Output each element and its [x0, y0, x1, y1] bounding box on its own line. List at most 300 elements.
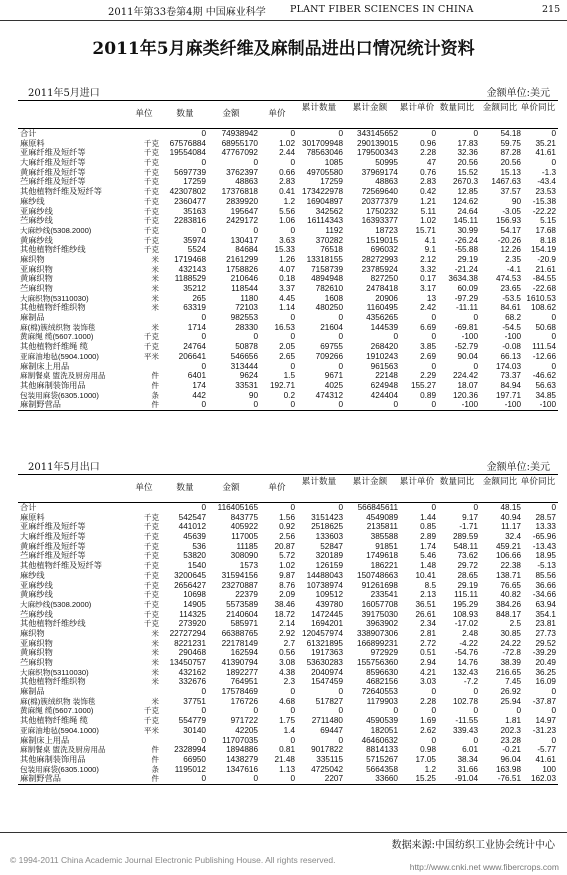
cell-累计单价: 1.74 [420, 541, 436, 551]
cell-金额同比: -4.1 [506, 264, 521, 274]
row-name: 其他植物纤维织物 [20, 303, 86, 313]
row-name: 其他植物纤维织物 [20, 677, 86, 687]
cell-金额: 9624 [239, 371, 258, 381]
cell-累计金额: 8596630 [366, 667, 398, 677]
cell-金额: 313444 [230, 361, 258, 371]
cell-累计单价: 0.17 [420, 274, 436, 284]
cell-数量同比: 132.43 [452, 667, 478, 677]
export-col-header-0: 单位 [135, 483, 153, 493]
cell-累计金额: 2135811 [366, 522, 398, 532]
cell-金额同比: 384.26 [495, 599, 521, 609]
cell-单价: 3.63 [279, 235, 295, 245]
row-unit: 件 [151, 754, 159, 764]
cell-单价同比: -5.77 [537, 745, 556, 755]
cell-累计数量: 13318155 [306, 254, 343, 264]
row-name: 包装用麻袋(6305.1000) [20, 390, 99, 400]
cell-数量同比: 18.07 [457, 380, 478, 390]
cell-单价同比: 50.68 [535, 322, 556, 332]
row-unit: 千克 [143, 225, 159, 235]
cell-数量: 5697739 [174, 167, 206, 177]
cell-累计金额: 39175030 [361, 609, 398, 619]
cell-金额: 0 [253, 774, 258, 784]
cell-金额: 1894886 [226, 745, 258, 755]
cell-数量: 536 [192, 541, 206, 551]
cell-单价同比: 17.68 [535, 225, 556, 235]
cell-累计金额: 186221 [370, 561, 398, 571]
journal-english-name: PLANT FIBER SCIENCES IN CHINA [290, 4, 474, 15]
cell-数量: 114325 [179, 609, 206, 619]
cell-数量: 1719468 [174, 254, 206, 264]
cell-金额同比: 1467.63 [491, 177, 521, 187]
cell-累计单价: 13 [426, 293, 436, 303]
cell-单价: 1.13 [279, 764, 295, 774]
cell-数量同比: 30.99 [457, 225, 478, 235]
cell-单价同比: 35.21 [535, 138, 556, 148]
cell-单价同比: 29.52 [535, 638, 556, 648]
table-row [18, 561, 558, 571]
cell-数量同比: 120.36 [452, 390, 478, 400]
cell-数量: 0 [201, 774, 206, 784]
cell-数量: 432143 [178, 264, 206, 274]
cell-累计数量: 17259 [320, 177, 343, 187]
cell-数量同比: 20.56 [457, 158, 478, 168]
cell-数量: 0 [201, 400, 206, 410]
cell-金额: 17376818 [221, 187, 258, 197]
cell-金额同比: 54.18 [500, 129, 521, 138]
cell-累计单价: 0.89 [420, 390, 436, 400]
export-col-header-8: 金额同比 [482, 477, 518, 487]
cell-单价同比: 0 [551, 735, 556, 745]
cell-单价同比: 0 [551, 332, 556, 342]
cell-金额同比: 73.37 [500, 371, 521, 381]
table-row [18, 629, 558, 639]
cell-单价: 0 [290, 129, 295, 138]
cell-金额: 5573589 [226, 599, 258, 609]
cell-数量同比: 0 [473, 129, 478, 138]
cell-金额同比: 20.56 [500, 158, 521, 168]
table-row [18, 255, 558, 265]
cell-金额同比: 2.5 [509, 619, 521, 629]
cell-数量同比: 3634.38 [448, 274, 478, 284]
cell-金额同比: -0.08 [502, 342, 521, 352]
cell-单价: 2.56 [279, 532, 295, 542]
row-unit: 米 [151, 677, 159, 687]
cell-单价: 0.56 [279, 648, 295, 658]
cell-数量: 42307802 [169, 187, 206, 197]
cell-数量同比: 124.62 [452, 196, 478, 206]
cell-单价: 2.7 [283, 638, 295, 648]
cell-金额同比: 0 [516, 706, 521, 716]
table-row [18, 303, 558, 313]
row-name: 亚麻纤维及短纤等 [20, 148, 86, 158]
cell-累计金额: 23785924 [361, 264, 398, 274]
row-unit: 条 [151, 390, 159, 400]
cell-累计数量: 173422978 [302, 187, 343, 197]
cell-数量同比: -17.02 [454, 619, 478, 629]
cell-单价: 1.02 [279, 561, 295, 571]
cell-累计数量: 1547459 [311, 677, 343, 687]
row-name: 苎麻纤维及短纤等 [20, 551, 86, 561]
cell-累计金额: 0 [393, 706, 398, 716]
cell-金额: 2140604 [226, 609, 258, 619]
row-name: 大麻织物(53110030) [20, 667, 89, 677]
cell-金额同比: 54.17 [500, 225, 521, 235]
cell-金额同比: 23.65 [500, 284, 521, 293]
cell-数量同比: -4.22 [459, 638, 478, 648]
row-name: 其他植物纤维绳 缆 [20, 716, 88, 726]
cell-金额同比: 22.38 [500, 561, 521, 571]
cell-累计数量: 0 [338, 313, 343, 323]
row-name: 黄麻纤维及短纤等 [20, 167, 86, 177]
cell-累计数量: 1917363 [311, 648, 343, 658]
data-source: 数据来源:中国纺织工业协会统计中心 [391, 840, 555, 851]
cell-金额: 47767092 [221, 148, 258, 158]
cell-单价同比: 111.54 [532, 342, 556, 352]
cell-单价: 0 [290, 361, 295, 371]
cell-累计单价: 2.89 [420, 532, 436, 542]
row-unit: 千克 [143, 512, 159, 522]
import-col-header-8: 金额同比 [482, 103, 518, 113]
row-name: 黄麻织物 [20, 274, 53, 284]
cell-累计金额: 1749618 [366, 551, 398, 561]
cell-金额: 74938942 [221, 129, 258, 138]
row-unit: 平米 [143, 351, 159, 361]
journal-issue: 2011年第33卷第4期 中国麻业科学 [108, 7, 266, 18]
cell-累计数量: 9671 [324, 371, 343, 381]
table-row [18, 187, 558, 197]
cell-单价同比: 0 [551, 706, 556, 716]
row-name: 麻织物 [20, 254, 45, 264]
row-name: 黄麻纱线 [20, 235, 53, 245]
cell-数量: 0 [201, 503, 206, 512]
row-name: 麻(棉)簇绒织物 装饰毯 [20, 696, 96, 706]
cell-金额: 130417 [230, 235, 258, 245]
cell-累计金额: 0 [393, 400, 398, 410]
cell-累计金额: 91261698 [361, 580, 398, 590]
cell-累计金额: 3963902 [366, 619, 398, 629]
cell-单价: 2.65 [279, 351, 295, 361]
import-col-header-7: 数量同比 [439, 103, 475, 113]
cell-累计数量: 14488043 [306, 570, 343, 580]
cell-金额: 764951 [230, 677, 258, 687]
cell-累计数量: 2040974 [311, 667, 343, 677]
table-row [18, 658, 558, 668]
row-name: 其他植物纤维纱线 [20, 245, 86, 255]
table-row [18, 697, 558, 707]
table-row [18, 639, 558, 649]
cell-累计金额: 72569640 [361, 187, 398, 197]
cell-累计数量: 2518625 [311, 522, 343, 532]
cell-累计单价: 9.1 [424, 245, 436, 255]
cell-金额同比: 15.13 [500, 167, 521, 177]
cell-金额同比: -100 [504, 332, 521, 342]
export-col-header-9: 单价同比 [520, 477, 556, 487]
row-name: 麻纱线 [20, 570, 45, 580]
cell-累计数量: 370282 [315, 235, 343, 245]
row-unit: 千克 [143, 619, 159, 629]
cell-数量: 1540 [187, 561, 206, 571]
cell-累计单价: 1.69 [420, 716, 436, 726]
row-unit: 千克 [143, 148, 159, 158]
cell-单价同比: 0 [551, 361, 556, 371]
cell-累计单价: 17.05 [415, 754, 436, 764]
cell-数量: 2328994 [174, 745, 206, 755]
row-name: 麻制野营品 [20, 774, 61, 784]
cell-累计单价: 2.28 [420, 148, 436, 158]
cell-数量同比: 60.09 [457, 284, 478, 293]
row-name: 苎麻纱线 [20, 216, 53, 226]
cell-数量同比: 115.11 [454, 590, 478, 600]
cell-累计数量: 1472445 [311, 609, 343, 619]
cell-累计数量: 320189 [315, 551, 343, 561]
cell-数量: 0 [201, 706, 206, 716]
cell-累计数量: 480250 [315, 303, 343, 313]
cell-单价同比: 18.95 [535, 551, 556, 561]
row-unit: 米 [151, 284, 159, 293]
table-row [18, 610, 558, 620]
cell-累计金额: 233541 [370, 590, 398, 600]
row-unit: 千克 [143, 599, 159, 609]
cell-单价同比: 21.61 [535, 264, 556, 274]
cell-累计金额: 4356265 [366, 313, 398, 323]
row-unit: 米 [151, 648, 159, 658]
cell-数量: 0 [201, 129, 206, 138]
cell-单价同比: -12.66 [532, 351, 556, 361]
cell-单价: 0 [290, 225, 295, 235]
cell-单价: 0 [290, 706, 295, 716]
cell-数量同比: 14.76 [457, 658, 478, 667]
cell-金额: 22379 [235, 590, 258, 600]
cell-累计数量: 76518 [320, 245, 343, 255]
import-unit-note: 金额单位:美元 [486, 88, 550, 99]
cell-累计数量: 1608 [324, 293, 343, 303]
cell-单价同比: 41.61 [535, 148, 556, 158]
cell-金额: 48863 [235, 177, 258, 187]
row-unit: 千克 [143, 206, 159, 216]
cell-数量同比: 195.29 [452, 599, 478, 609]
row-name: 亚麻纱线 [20, 206, 53, 216]
cell-累计单价: 15.71 [415, 225, 436, 235]
cell-单价: 4.38 [279, 667, 295, 677]
cell-累计单价: 5.46 [420, 551, 436, 561]
cell-累计单价: 0.51 [420, 648, 436, 658]
cell-累计金额: 385588 [370, 532, 398, 542]
cell-数量: 13450757 [169, 658, 206, 667]
cell-累计数量: 126159 [315, 561, 343, 571]
cell-单价: 1.2 [283, 196, 295, 206]
cell-单价同比: -22.68 [532, 284, 556, 293]
table-row [18, 139, 558, 149]
cell-累计金额: 1910243 [366, 351, 398, 361]
cell-累计金额: 155756360 [357, 658, 398, 667]
cell-累计金额: 338907306 [357, 628, 398, 638]
cell-金额: 0 [253, 225, 258, 235]
cell-金额同比: 37.57 [500, 187, 521, 197]
cell-累计金额: 1750232 [366, 206, 398, 216]
cell-累计数量: 120457974 [302, 628, 343, 638]
cell-单价: 1.06 [279, 216, 295, 226]
cell-金额: 0 [253, 400, 258, 410]
cell-单价: 2.09 [279, 590, 295, 600]
cell-累计数量: 4725042 [311, 764, 343, 774]
table-row [18, 313, 558, 323]
table-row [18, 571, 558, 581]
row-name: 黄麻绳 缆(5607.1000) [20, 332, 94, 342]
cell-单价: 4.68 [279, 696, 295, 706]
cell-金额: 585971 [230, 619, 258, 629]
row-name: 苎麻织物 [20, 284, 53, 293]
cell-数量同比: -26.24 [454, 235, 478, 245]
import-col-header-4: 累计数量 [301, 103, 337, 113]
export-col-header-5: 累计金额 [352, 477, 388, 487]
cell-单价: 0 [290, 332, 295, 342]
table-row [18, 245, 558, 255]
row-unit: 米 [151, 667, 159, 677]
cell-金额: 42205 [235, 725, 258, 735]
cell-累计金额: 20377379 [361, 196, 398, 206]
cell-单价: 1.75 [279, 716, 295, 726]
cell-数量同比: 0 [473, 706, 478, 716]
cell-累计金额: 28272993 [361, 254, 398, 264]
row-name: 亚麻织物 [20, 264, 53, 274]
cell-金额: 23270887 [221, 580, 258, 590]
cell-数量同比: -21.24 [454, 264, 478, 274]
cell-累计金额: 961563 [370, 361, 398, 371]
cell-单价: 3.37 [279, 284, 295, 293]
cell-累计单价: 3.17 [420, 284, 436, 293]
cell-数量同比: -11.11 [456, 303, 478, 313]
row-unit: 千克 [143, 177, 159, 187]
table-row [18, 381, 558, 391]
cell-数量同比: -100 [461, 332, 478, 342]
cell-累计金额: 33660 [375, 774, 398, 784]
cell-单价: 1.5 [283, 371, 295, 381]
cell-累计单价: 0.85 [420, 522, 436, 532]
cell-金额同比: 12.26 [500, 245, 521, 255]
row-name: 黄麻绳 缆(5607.1000) [20, 706, 94, 716]
cell-金额: 195647 [230, 206, 258, 216]
row-name: 合计 [20, 129, 37, 138]
row-name: 其他植物纤维绳 缆 [20, 342, 88, 352]
cell-单价同比: -37.87 [532, 696, 556, 706]
cell-单价: 20.87 [274, 541, 295, 551]
cell-数量同比: -91.04 [454, 774, 478, 784]
cell-数量同比: 0 [473, 687, 478, 697]
cell-累计数量: 9017822 [311, 745, 343, 755]
row-unit: 千克 [143, 580, 159, 590]
cell-数量: 2656427 [174, 580, 206, 590]
table-row [18, 619, 558, 629]
row-name: 亚麻纤维及短纤等 [20, 522, 86, 532]
table-row [18, 226, 558, 236]
row-unit: 件 [151, 774, 159, 784]
table-row [18, 736, 558, 746]
cell-数量: 22727294 [169, 628, 206, 638]
cell-累计单价: 2.81 [420, 628, 436, 638]
cell-累计金额: 5715267 [366, 754, 398, 764]
cell-累计数量: 49705580 [306, 167, 343, 177]
cell-累计金额: 972929 [370, 648, 398, 658]
cell-金额: 1180 [240, 293, 258, 303]
cell-单价: 5.56 [279, 206, 295, 216]
cell-数量同比: 6.01 [462, 745, 478, 755]
cell-金额: 2429172 [226, 216, 258, 226]
copyright-notice: © 1994-2011 China Academic Journal Electronic Publishing House. All rights reserved. [10, 855, 336, 865]
row-unit: 千克 [143, 235, 159, 245]
import-table-header [18, 101, 558, 129]
cell-数量: 542547 [178, 512, 206, 522]
cell-累计金额: 268420 [370, 342, 398, 352]
cell-数量同比: 24.64 [457, 206, 478, 216]
cell-累计单价: 155.27 [410, 380, 436, 390]
cell-单价同比: 23.81 [535, 619, 556, 629]
cell-单价同比: 162.03 [530, 774, 556, 784]
cell-金额同比: -76.51 [497, 774, 521, 784]
row-unit: 千克 [143, 187, 159, 197]
cell-累计单价: 2.28 [420, 696, 436, 706]
cell-累计单价: 26.61 [415, 609, 436, 619]
cell-数量同比: 108.93 [452, 609, 478, 619]
cell-累计数量: 439780 [315, 599, 343, 609]
row-unit: 千克 [143, 158, 159, 168]
cell-数量同比: -97.29 [454, 293, 478, 303]
row-name: 麻制品 [20, 313, 45, 323]
cell-累计单价: 2.42 [420, 303, 436, 313]
cell-数量同比: 339.43 [452, 725, 478, 735]
export-table-header [18, 475, 558, 503]
table-row [18, 726, 558, 736]
cell-累计单价: 0 [431, 687, 436, 697]
row-unit: 米 [151, 658, 159, 667]
cell-数量同比: 548.11 [453, 541, 478, 551]
cell-金额: 84684 [235, 245, 258, 255]
cell-数量: 0 [201, 332, 206, 342]
cell-数量同比: -52.79 [454, 342, 478, 352]
cell-单价同比: 34.85 [535, 390, 556, 400]
cell-累计金额: 166899231 [357, 638, 398, 648]
cell-金额: 0 [253, 332, 258, 342]
cell-数量: 1195012 [174, 764, 206, 774]
cell-金额: 68955170 [221, 138, 258, 148]
cell-累计数量: 782610 [315, 284, 343, 293]
cell-金额同比: 48.15 [500, 503, 521, 512]
cell-累计金额: 8814133 [366, 745, 398, 755]
row-name: 亚麻纱线 [20, 580, 53, 590]
cell-数量同比: -7.2 [463, 677, 478, 687]
cell-数量同比: 102.78 [452, 696, 478, 706]
cell-单价同比: -46.62 [532, 371, 556, 381]
cell-累计金额: 46460632 [361, 735, 398, 745]
cell-金额: 11185 [236, 541, 258, 551]
cell-数量同比: 145.11 [453, 216, 478, 226]
cell-累计单价: 0.76 [420, 167, 436, 177]
row-name: 麻制野营品 [20, 400, 61, 410]
row-name: 麻制餐桌 盥洗及厨房用品 [20, 745, 106, 755]
table-row [18, 158, 558, 168]
cell-单价: 0 [290, 503, 295, 512]
cell-金额同比: 106.66 [495, 551, 521, 561]
cell-单价: 0.18 [279, 274, 295, 284]
row-unit: 米 [151, 293, 159, 303]
table-row [18, 551, 558, 561]
table-row [18, 207, 558, 217]
cell-数量: 442 [192, 390, 206, 400]
cell-单价同比: 63.94 [535, 599, 556, 609]
cell-单价同比: -31.23 [532, 725, 556, 735]
cell-单价同比: -15.38 [532, 196, 556, 206]
cell-金额: 50878 [235, 342, 258, 352]
cell-单价: 1.26 [279, 254, 295, 264]
